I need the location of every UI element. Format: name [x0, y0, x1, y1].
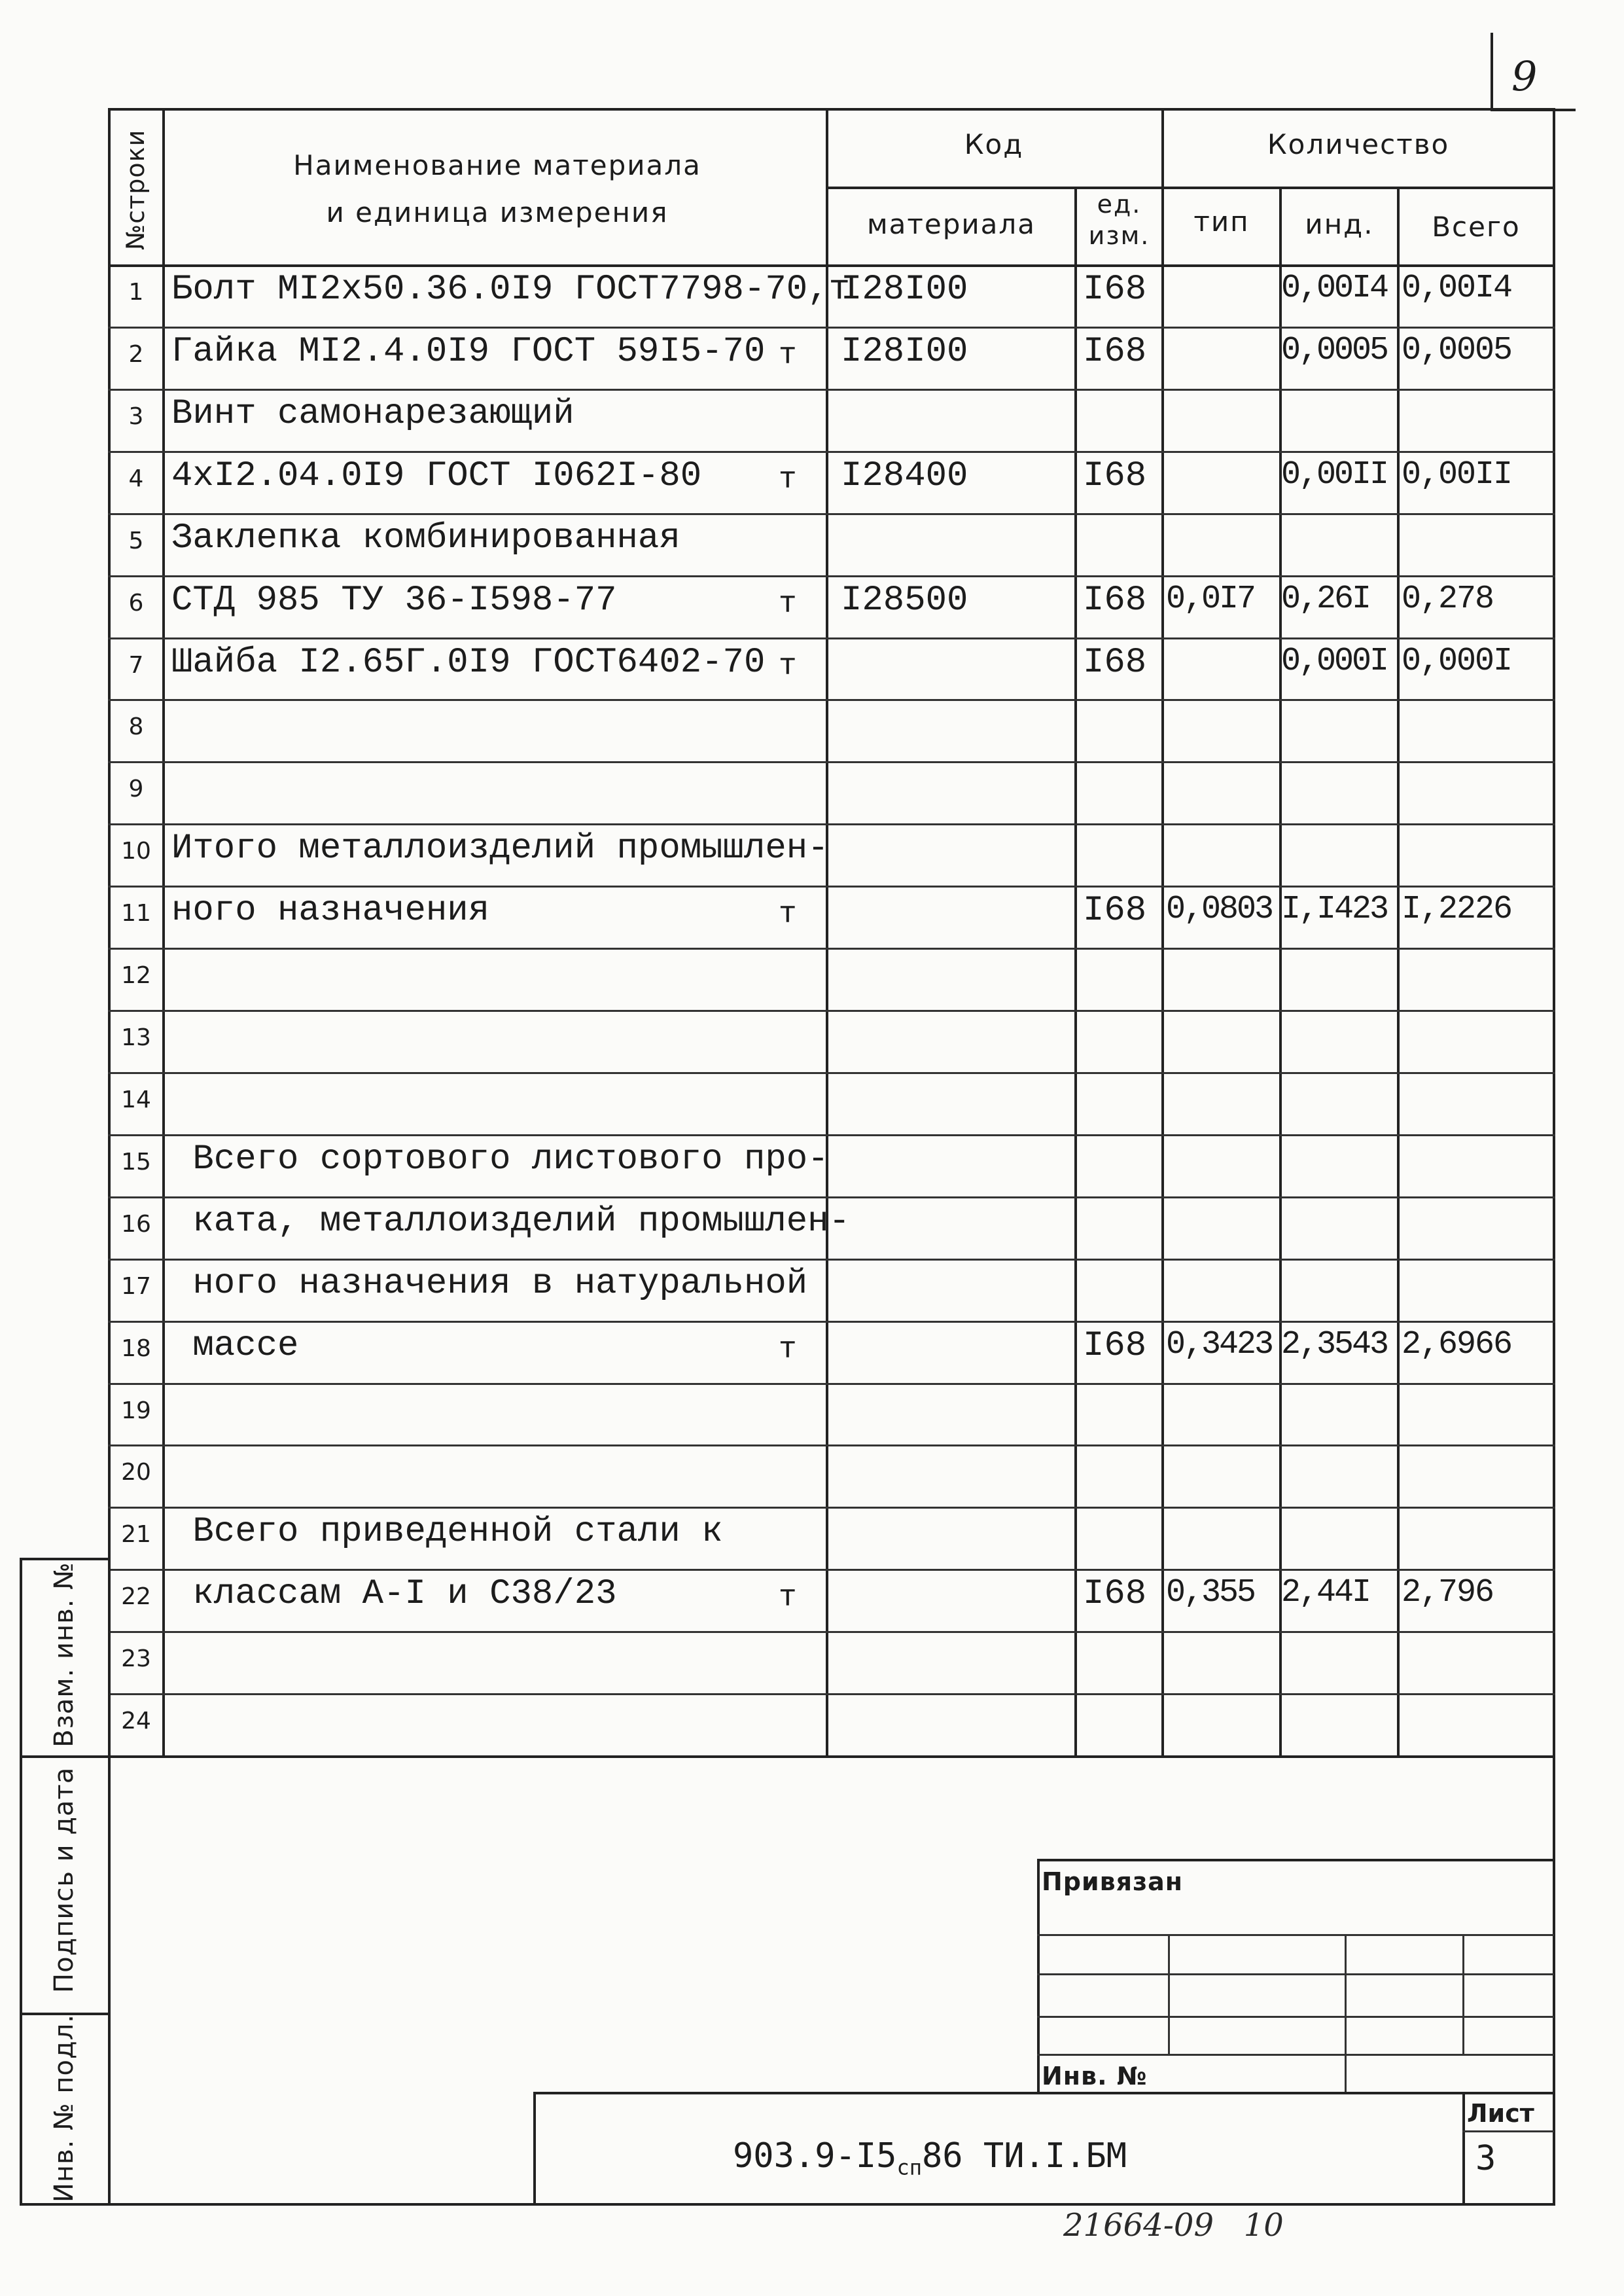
row-typ: 0,0I7: [1166, 581, 1255, 618]
stamp-list-label: Лист: [1467, 2099, 1534, 2128]
row-number: 6: [128, 590, 144, 617]
row-name: Болт MI2x50.36.0I9 ГОСТ7798-70,т: [171, 270, 850, 310]
row-number: 21: [121, 1521, 151, 1548]
row-ind: 2,3543: [1281, 1326, 1388, 1363]
stamp-list-number: 3: [1475, 2139, 1496, 2178]
row-total: 0,00II: [1402, 456, 1512, 493]
row-number: 19: [121, 1397, 151, 1424]
row-code: I28I00: [841, 332, 968, 372]
row-number: 18: [121, 1335, 151, 1362]
row-number: 17: [121, 1273, 151, 1300]
row-typ: 0,355: [1166, 1574, 1255, 1611]
row-name: 4xI2.04.0I9 ГОСТ I062I-80: [171, 456, 702, 496]
row-unit: I68: [1083, 270, 1147, 310]
row-number: 8: [128, 713, 144, 740]
document-code-sub: сп: [896, 2155, 922, 2180]
row-ind: I,I423: [1281, 891, 1388, 928]
row-name: классам А-I и С38/23: [171, 1574, 617, 1614]
row-number: 20: [121, 1459, 151, 1486]
row-unit-t: т: [779, 1581, 797, 1615]
row-unit-t: т: [779, 463, 797, 497]
row-ind: 0,0005: [1281, 332, 1388, 369]
row-number: 9: [128, 776, 144, 802]
row-unit: I68: [1083, 456, 1147, 496]
row-name: Винт самонарезающий: [171, 394, 574, 434]
row-number: 15: [121, 1149, 151, 1175]
row-name: Заклепка комбинированная: [171, 518, 680, 558]
row-number: 14: [121, 1086, 151, 1113]
header-name-line1: Наименование материала: [293, 149, 701, 181]
row-number: 3: [128, 403, 144, 430]
row-name: ного назначения: [171, 891, 490, 931]
row-number: 2: [128, 341, 144, 368]
header-total: Всего: [1432, 211, 1521, 243]
row-number: 22: [121, 1583, 151, 1610]
row-number: 24: [121, 1708, 151, 1734]
row-unit: I68: [1083, 1326, 1147, 1366]
row-number: 10: [121, 838, 151, 865]
header-name-line2: и единица измерения: [326, 196, 669, 228]
row-typ: 0,3423: [1166, 1326, 1273, 1363]
row-unit-t: т: [779, 587, 797, 621]
row-unit: I68: [1083, 332, 1147, 372]
row-number: 5: [128, 528, 144, 554]
document-code: [733, 2136, 1127, 2179]
row-name: ката, металлоизделий промышлен-: [171, 1202, 850, 1242]
row-name: массе: [171, 1326, 299, 1366]
row-total: 0,0005: [1402, 332, 1512, 369]
row-total: 2,6966: [1402, 1326, 1512, 1363]
row-unit: I68: [1083, 891, 1147, 931]
row-code: I28500: [841, 581, 968, 620]
row-number: 13: [121, 1024, 151, 1051]
row-unit-t: т: [779, 649, 797, 683]
row-name: Итого металлоизделий промышлен-: [171, 829, 829, 869]
row-number: 16: [121, 1211, 151, 1238]
row-code: I28400: [841, 456, 968, 496]
row-name: ного назначения в натуральной: [171, 1264, 808, 1304]
row-unit: I68: [1083, 1574, 1147, 1614]
handwritten-footer: 21664-09 10: [1063, 2207, 1284, 2244]
row-ind: 0,00II: [1281, 456, 1388, 493]
row-unit: I68: [1083, 643, 1147, 683]
row-name: СТД 985 ТУ 36-I598-77: [171, 581, 617, 620]
page-number: 9: [1511, 52, 1538, 100]
corner-mark: [1491, 33, 1493, 111]
row-unit-t: т: [779, 1333, 797, 1367]
row-code: I28I00: [841, 270, 968, 310]
row-number: 4: [128, 465, 144, 492]
row-number: 7: [128, 652, 144, 679]
row-total: I,2226: [1402, 891, 1512, 928]
row-ind: 0,000I: [1281, 643, 1388, 680]
header-unit-1: ед.: [1097, 190, 1142, 219]
row-total: 0,000I: [1402, 643, 1512, 680]
row-unit: I68: [1083, 581, 1147, 620]
row-number: 12: [121, 962, 151, 989]
header-material: материала: [866, 208, 1036, 240]
side-inv-podl: Инв. № подл.: [49, 2014, 79, 2202]
side-vzam-inv: Взам. инв. №: [49, 1562, 79, 1748]
header-ind: инд.: [1305, 208, 1374, 240]
header-typ: тип: [1193, 206, 1250, 238]
row-name: Гайка MI2.4.0I9 ГОСТ 59I5-70: [171, 332, 766, 372]
header-code: Код: [964, 128, 1024, 160]
row-ind: 0,26I: [1281, 581, 1370, 618]
stamp-inv-no: Инв. №: [1042, 2062, 1148, 2090]
header-row-number: №строки: [121, 129, 150, 251]
row-unit-t: т: [779, 338, 797, 372]
side-podpis-data: Подпись и дата: [49, 1767, 79, 1993]
row-total: 0,00I4: [1402, 270, 1512, 307]
row-number: 1: [128, 279, 144, 306]
row-name: Всего сортового листового про-: [171, 1139, 829, 1179]
document-code-main: 903.9-I5: [733, 2136, 897, 2176]
row-name: Шайба I2.65Г.0I9 ГОСТ6402-70: [171, 643, 766, 683]
row-ind: 2,44I: [1281, 1574, 1370, 1611]
row-number: 23: [121, 1645, 151, 1672]
row-total: 0,278: [1402, 581, 1494, 618]
document-code-rest: 86 ТИ.I.БМ: [921, 2136, 1127, 2176]
row-number: 11: [121, 900, 151, 927]
row-unit-t: т: [779, 897, 797, 931]
row-name: Всего приведенной стали к: [171, 1512, 723, 1552]
row-ind: 0,00I4: [1281, 270, 1388, 307]
stamp-privyazan: Привязан: [1042, 1867, 1184, 1896]
header-unit-2: изм.: [1088, 221, 1150, 250]
header-quantity: Количество: [1267, 128, 1450, 160]
row-total: 2,796: [1402, 1574, 1494, 1611]
row-typ: 0,0803: [1166, 891, 1273, 928]
